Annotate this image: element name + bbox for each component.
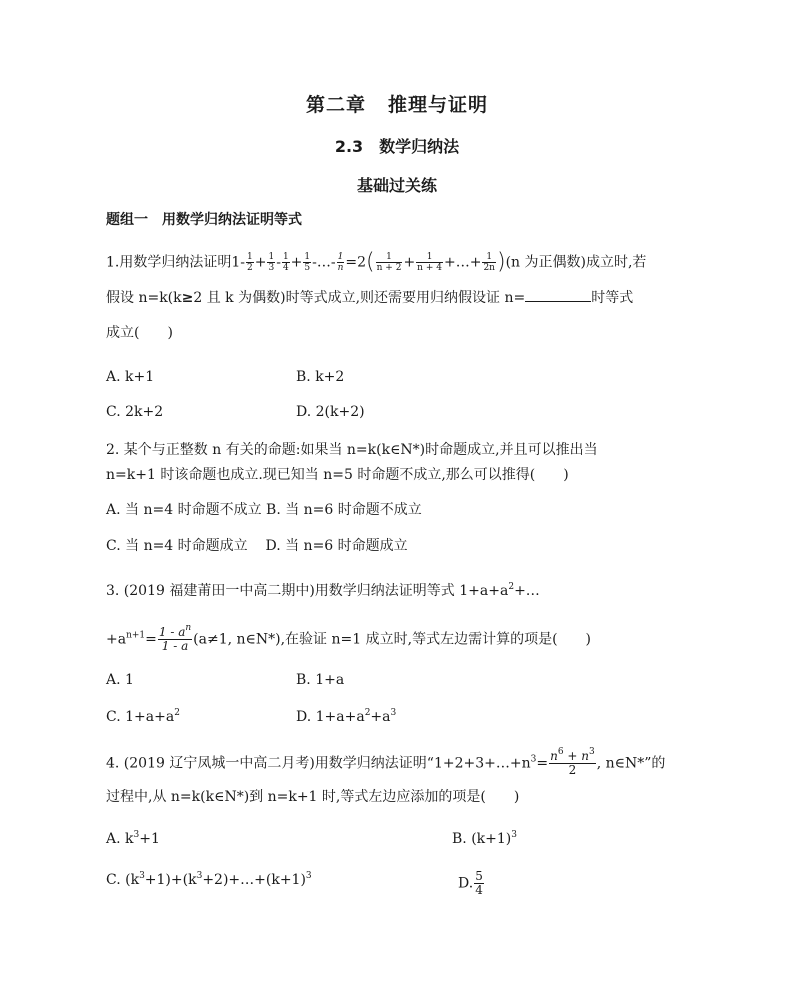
q3-fraction: $\frac{1 - a^n}{1 - a}$ xyxy=(158,623,192,653)
q4-line2: 过程中,从 n=k(k∈N*)到 n=k+1 时,等式左边应添加的项是( ) xyxy=(106,789,520,805)
q3-options-row2 xyxy=(106,707,397,727)
section-number: 2.3 xyxy=(334,137,364,156)
q1-options-row2 xyxy=(106,402,365,422)
q1-option-a[interactable]: A. k+1 xyxy=(106,369,155,385)
q2-option-c[interactable]: C. 当 n=4 时命题成立 xyxy=(106,538,248,554)
q4-options-row2 xyxy=(106,869,483,897)
q1-option-c[interactable]: C. 2k+2 xyxy=(106,404,164,420)
q4-option-d-fraction: $\frac{5}{4}$ xyxy=(475,869,483,897)
q1-options-row1 xyxy=(106,367,345,387)
q1-line3: 成立( ) xyxy=(106,325,173,341)
q1-answer-blank[interactable] xyxy=(525,287,591,302)
q1-line1: 1.用数学归纳法证明1- $\frac{1}{2}$ + $\frac{1}{3}$ - $\frac{1}{4}$ + $\frac{1}{5}$ -…- $\frac{1}{n}$ =2( $\frac{1}{n + 2}$ + $\frac{1}{n + 4}$ +…+ $\frac{1}{2n}$ )(n 为正偶数)成立时,若 xyxy=(106,249,647,275)
q4-fraction: $\frac{n^6 + n^3}{2}$ xyxy=(550,747,595,777)
q3-line1: 3. (2019 福建莆田一中高二期中)用数学归纳法证明等式 $1+a+a^2+\dots$ xyxy=(106,582,540,599)
q1-frac-8: $\frac{1}{2n}$ xyxy=(483,252,495,273)
q2-line2: n=k+1 时该命题也成立.现已知当 n=5 时命题不成立,那么可以推得( ) xyxy=(106,467,569,483)
q3-option-d[interactable]: D. $1+a+a^2+a^3$ xyxy=(296,708,397,725)
q1-frac-6: $\frac{1}{n + 2}$ xyxy=(376,252,402,273)
q1-line2: 假设 n=k(k≥2 且 k 为偶数)时等式成立,则还需要用归纳假设证 n= 时等式 xyxy=(106,287,633,308)
q4-options-row1 xyxy=(106,829,517,849)
q4-option-d[interactable]: D. $\frac{5}{4}$ xyxy=(458,869,483,897)
q2-options-row1 xyxy=(106,500,422,520)
q1-text: 1.用数学归纳法证明1- xyxy=(106,254,245,271)
section-title xyxy=(0,134,794,157)
q2-option-d[interactable]: D. 当 n=6 时命题成立 xyxy=(265,538,408,554)
q1-frac-7: $\frac{1}{n + 4}$ xyxy=(417,252,442,273)
chapter-title xyxy=(0,90,794,117)
q3-line2: $+a^{n+1}=$ $\frac{1 - a^n}{1 - a}$ (a≠1, n∈N*),在验证 n=1 成立时,等式左边需计算的项是( ) xyxy=(106,623,591,653)
q4-option-a[interactable]: A. $k^3+1$ xyxy=(106,830,160,847)
q1-frac-2: $\frac{1}{3}$ xyxy=(268,252,275,273)
q4-option-b[interactable]: B. $(k+1)^3$ xyxy=(452,830,517,847)
q1-frac-4: $\frac{1}{5}$ xyxy=(304,252,311,273)
q4-line1: 4. (2019 辽宁凤城一中高二月考)用数学归纳法证明“$1+2+3+\dots+n^3=$ $\frac{n^6 + n^3}{2}$ , n∈N*”的 xyxy=(106,747,666,777)
q1-option-d[interactable]: D. 2(k+2) xyxy=(296,404,365,420)
q1-option-b[interactable]: B. k+2 xyxy=(296,369,345,385)
section-name: 数学归纳法 xyxy=(379,137,460,156)
q1-frac-1: $\frac{1}{2}$ xyxy=(247,252,253,273)
chapter-number: 第二章 xyxy=(305,94,366,116)
q2-line1: 2. 某个与正整数 n 有关的命题:如果当 n=k(k∈N*)时命题成立,并且可以推出当 xyxy=(106,442,598,458)
q2-option-b[interactable]: B. 当 n=6 时命题不成立 xyxy=(266,502,422,518)
q3-option-b[interactable]: B. 1+a xyxy=(296,672,345,688)
q3-options-row1 xyxy=(106,670,345,690)
group-number: 题组一 xyxy=(106,212,148,228)
practice-heading: 基础过关练 xyxy=(356,176,437,195)
q2-options-row2 xyxy=(106,536,408,556)
q3-option-a[interactable]: A. 1 xyxy=(106,672,134,688)
q3-option-c[interactable]: C. $1+a+a^2$ xyxy=(106,708,180,725)
q4-option-c[interactable]: C. $(k^3+1)+(k^3+2)+\dots+(k+1)^3$ xyxy=(106,871,312,888)
q1-frac-3: $\frac{1}{4}$ xyxy=(282,252,289,273)
q1-frac-5: $\frac{1}{n}$ xyxy=(337,252,344,273)
q2-option-a[interactable]: A. 当 n=4 时命题不成立 xyxy=(106,502,262,518)
group-heading xyxy=(106,209,302,229)
group-name: 用数学归纳法证明等式 xyxy=(162,212,302,228)
chapter-name: 推理与证明 xyxy=(388,94,489,116)
